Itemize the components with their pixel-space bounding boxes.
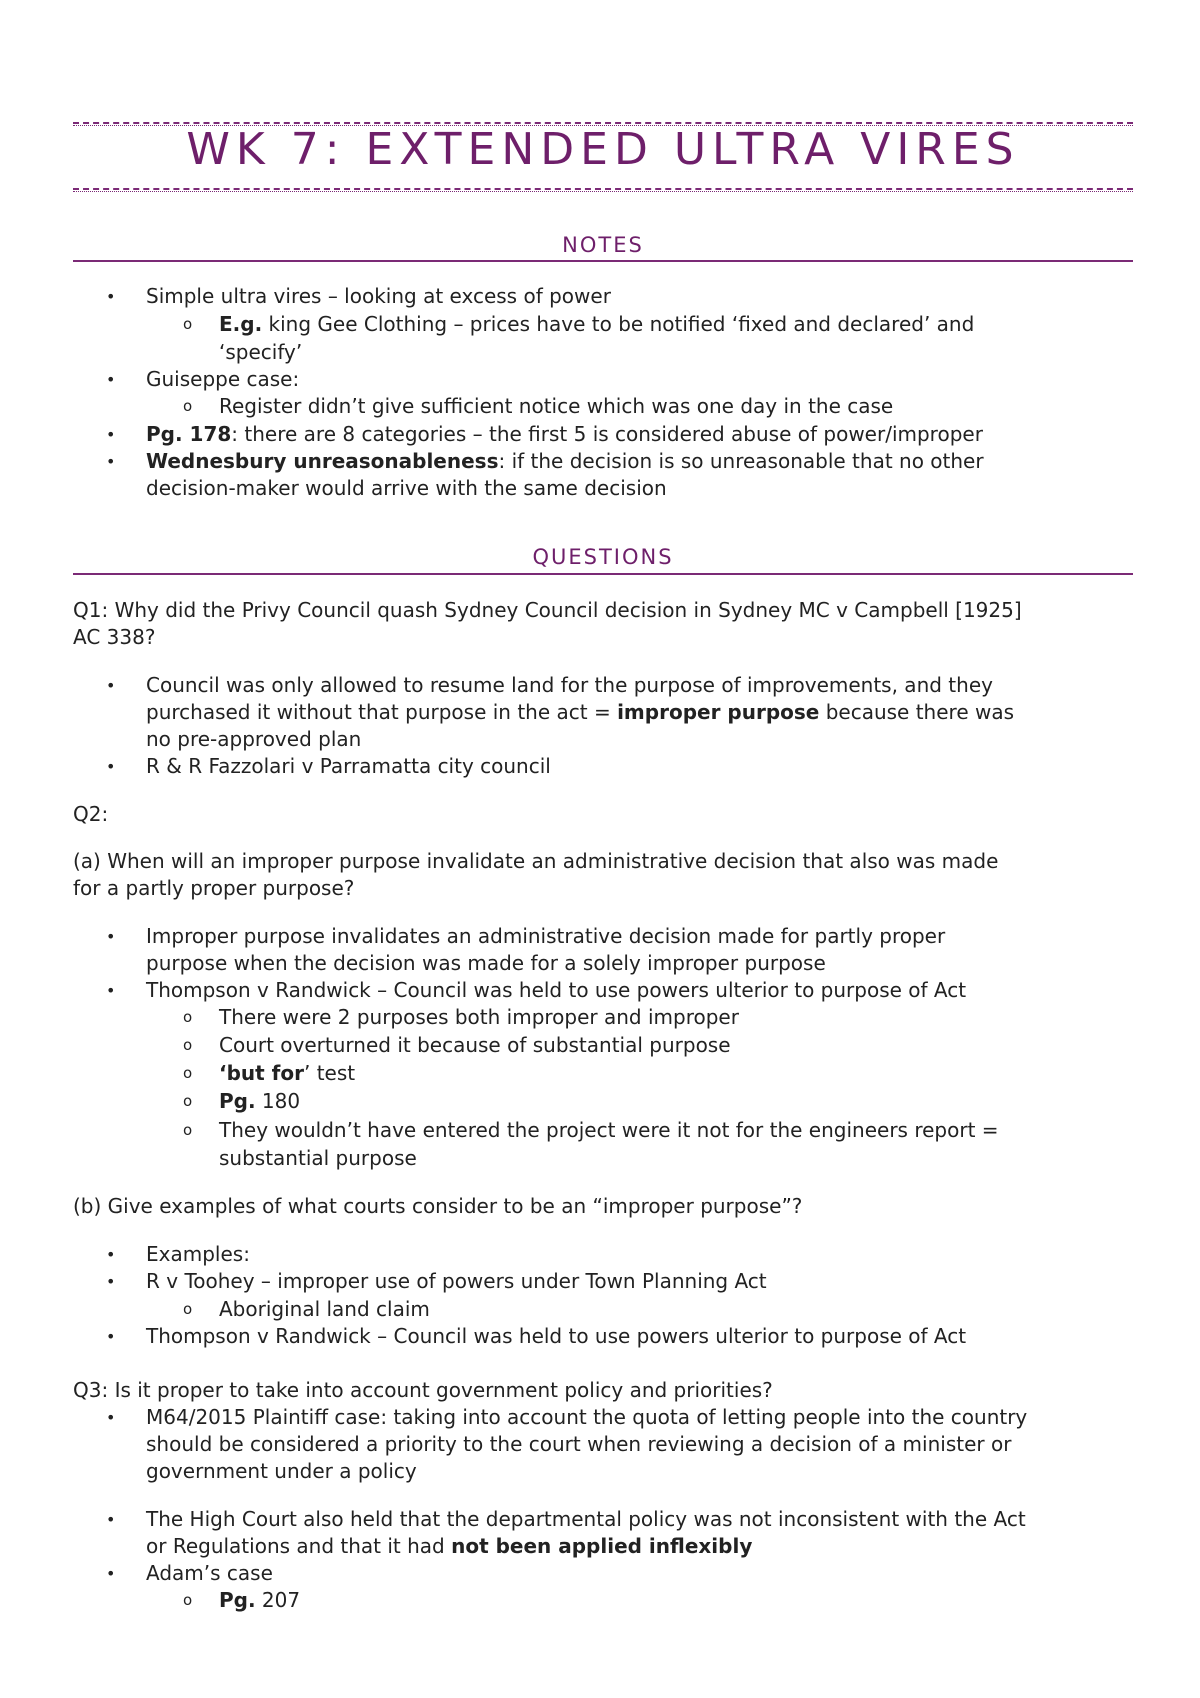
bullet-icon: • <box>106 1510 116 1529</box>
question-q3: Q3: Is it proper to take into account government policy and priorities? <box>73 1378 773 1402</box>
sub-bullet-icon: o <box>183 1300 193 1318</box>
answer-item: Thompson v Randwick – Council was held to use powers ulterior to purpose of Act <box>146 978 967 1002</box>
note-item: Wednesbury unreasonableness: if the decision is so unreasonable that no other <box>146 449 984 473</box>
title-bottom-rule <box>73 188 1133 190</box>
answer-subitem: Court overturned it because of substantial purpose <box>219 1033 731 1057</box>
bullet-icon: • <box>106 287 116 306</box>
notes-heading: NOTES <box>562 233 644 257</box>
answer-subitem-cont: substantial purpose <box>219 1146 417 1170</box>
bullet-icon: • <box>106 1245 116 1264</box>
bullet-icon: • <box>106 1327 116 1346</box>
answer-item: R & R Fazzolari v Parramatta city council <box>146 754 551 778</box>
questions-heading: QUESTIONS <box>532 545 674 569</box>
question-q1: Q1: Why did the Privy Council quash Sydney Council decision in Sydney MC v Campbell [1925] <box>73 598 1022 622</box>
bullet-icon: • <box>106 1272 116 1291</box>
sub-bullet-icon: o <box>183 1008 193 1026</box>
questions-rule <box>73 573 1133 575</box>
question-q2a: (a) When will an improper purpose invalidate an administrative decision that also was made <box>73 849 999 873</box>
sub-bullet-icon: o <box>183 1064 193 1082</box>
answer-item: Improper purpose invalidates an administrative decision made for partly proper <box>146 924 946 948</box>
page-title: WK 7: EXTENDED ULTRA VIRES <box>186 124 1020 175</box>
sub-bullet-icon: o <box>183 1092 193 1110</box>
answer-subitem: Aboriginal land claim <box>219 1297 430 1321</box>
answer-subitem: They wouldn’t have entered the project were it not for the engineers report = <box>219 1118 999 1142</box>
sub-bullet-icon: o <box>183 1121 193 1139</box>
answer-item-cont: purpose when the decision was made for a solely improper purpose <box>146 951 826 975</box>
bullet-icon: • <box>106 1408 116 1427</box>
answer-item: R v Toohey – improper use of powers under Town Planning Act <box>146 1269 767 1293</box>
question-q2: Q2: <box>73 802 109 826</box>
answer-subitem: Pg. 207 <box>219 1588 301 1612</box>
answer-subitem: ‘but for’ test <box>219 1061 356 1085</box>
notes-rule <box>73 260 1133 262</box>
answer-item: Council was only allowed to resume land for the purpose of improvements, and they <box>146 673 993 697</box>
note-subitem: E.g. king Gee Clothing – prices have to be notified ‘fixed and declared’ and <box>219 312 975 336</box>
note-item: Pg. 178: there are 8 categories – the first 5 is considered abuse of power/improper <box>146 422 983 446</box>
bullet-icon: • <box>106 452 116 471</box>
question-q1-cont: AC 338? <box>73 625 156 649</box>
bullet-icon: • <box>106 981 116 1000</box>
answer-item-cont: should be considered a priority to the court when reviewing a decision of a minister or <box>146 1432 1012 1456</box>
note-item: Simple ultra vires – looking at excess of power <box>146 284 611 308</box>
answer-item: Adam’s case <box>146 1561 273 1585</box>
note-subitem-cont: ‘specify’ <box>219 340 303 364</box>
answer-item-cont: or Regulations and that it had not been applied inflexibly <box>146 1534 753 1558</box>
answer-item: Thompson v Randwick – Council was held to use powers ulterior to purpose of Act <box>146 1324 967 1348</box>
answer-item-cont: no pre-approved plan <box>146 727 362 751</box>
note-item-cont: decision-maker would arrive with the same decision <box>146 476 667 500</box>
bullet-icon: • <box>106 757 116 776</box>
answer-item-cont: government under a policy <box>146 1459 417 1483</box>
note-subitem: Register didn’t give sufficient notice which was one day in the case <box>219 394 894 418</box>
answer-subitem: There were 2 purposes both improper and improper <box>219 1005 739 1029</box>
note-item: Guiseppe case: <box>146 367 300 391</box>
bullet-icon: • <box>106 425 116 444</box>
answer-item: The High Court also held that the departmental policy was not inconsistent with the Act <box>146 1507 1026 1531</box>
answer-item-cont: purchased it without that purpose in the act = improper purpose because there was <box>146 700 1015 724</box>
answer-item: Examples: <box>146 1242 250 1266</box>
answer-subitem: Pg. 180 <box>219 1089 301 1113</box>
bullet-icon: • <box>106 370 116 389</box>
answer-item: M64/2015 Plaintiff case: taking into account the quota of letting people into the country <box>146 1405 1028 1429</box>
sub-bullet-icon: o <box>183 1591 193 1609</box>
bullet-icon: • <box>106 1564 116 1583</box>
sub-bullet-icon: o <box>183 1036 193 1054</box>
sub-bullet-icon: o <box>183 315 193 333</box>
bullet-icon: • <box>106 676 116 695</box>
sub-bullet-icon: o <box>183 397 193 415</box>
question-q2a-cont: for a partly proper purpose? <box>73 876 355 900</box>
bullet-icon: • <box>106 927 116 946</box>
question-q2b: (b) Give examples of what courts consider to be an “improper purpose”? <box>73 1194 803 1218</box>
